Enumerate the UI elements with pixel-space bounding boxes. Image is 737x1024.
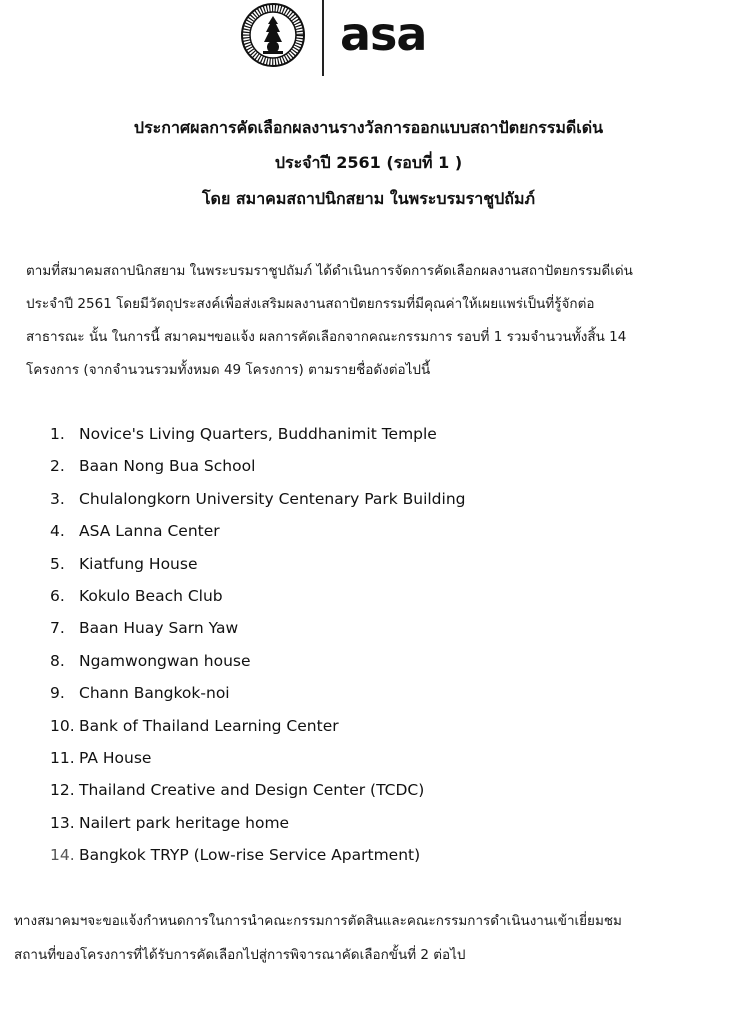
list-item-number: 7. — [50, 619, 65, 638]
list-item — [50, 554, 690, 586]
list-item — [50, 424, 690, 456]
header-divider — [322, 0, 324, 76]
asa-logo: asa — [340, 7, 427, 61]
list-item — [50, 716, 690, 748]
intro-line: ตามที่สมาคมสถาปนิกสยาม ในพระบรมราชูปถัมภ์ ได้ดำเนินการจัดการคัดเลือกผลงานสถาปัตยกรรมดีเด่น — [26, 263, 633, 279]
intro-line: ประจำปี 2561 โดยมีวัตถุประสงค์เพื่อส่งเสริมผลงานสถาปัตยกรรมที่มีคุณค่าให้เผยแพร่เป็นที่รู้จักต่อ — [26, 296, 595, 312]
list-item-name: Kiatfung House — [79, 554, 198, 573]
announcement-subtitle-year: ประจำปี 2561 (รอบที่ 1 ) — [274, 153, 463, 172]
closing-line: ทางสมาคมฯจะขอแจ้งกำหนดการในการนำคณะกรรมการตัดสินและคณะกรรมการดำเนินงานเข้าเยี่ยมชม — [14, 913, 622, 929]
letterhead — [0, 0, 737, 80]
list-item-number: 1. — [50, 425, 65, 443]
list-item-number: 9. — [50, 684, 65, 703]
list-item-number: 10. — [50, 716, 75, 735]
list-item-number: 5. — [50, 554, 65, 573]
list-item-name: Novice's Living Quarters, Buddhanimit Temple — [79, 425, 437, 443]
association-seal-logo — [240, 2, 306, 68]
list-item-name: Bangkok TRYP (Low-rise Service Apartment) — [79, 846, 421, 865]
list-item-name: Nailert park heritage home — [79, 813, 290, 832]
list-item — [50, 521, 690, 553]
list-item-number: 12. — [50, 781, 75, 800]
list-item-name: Bank of Thailand Learning Center — [79, 716, 339, 735]
list-item-number: 11. — [50, 748, 75, 767]
intro-line: สาธารณะ นั้น ในการนี้ สมาคมฯขอแจ้ง ผลการคัดเลือกจากคณะกรรมการ รอบที่ 1 รวมจำนวนทั้งสิ้น 14 — [26, 329, 627, 345]
list-item — [50, 780, 690, 812]
list-item — [50, 489, 690, 521]
list-item-name: ASA Lanna Center — [79, 522, 220, 541]
list-item-number: 8. — [50, 651, 65, 670]
list-item — [50, 586, 690, 618]
list-item — [50, 845, 690, 877]
selected-projects-list — [50, 424, 690, 877]
list-item — [50, 813, 690, 845]
list-item-name: Chulalongkorn University Centenary Park Building — [79, 489, 466, 508]
list-item-name: Baan Huay Sarn Yaw — [79, 619, 239, 638]
seal-emblem-icon — [240, 2, 306, 68]
list-item-name: Kokulo Beach Club — [79, 586, 223, 605]
list-item-number: 14. — [50, 846, 75, 865]
list-item — [50, 748, 690, 780]
list-item-name: Chann Bangkok-noi — [79, 684, 230, 703]
list-item-name: PA House — [79, 748, 152, 767]
list-item-name: Baan Nong Bua School — [79, 457, 256, 476]
list-item-number: 3. — [50, 489, 65, 508]
list-item-number: 2. — [50, 457, 65, 476]
list-item — [50, 683, 690, 715]
list-item — [50, 651, 690, 683]
list-item-number: 6. — [50, 586, 65, 605]
announcement-subtitle-organizer: โดย สมาคมสถาปนิกสยาม ในพระบรมราชูปถัมภ์ — [201, 189, 536, 208]
list-item-name: Ngamwongwan house — [79, 651, 251, 670]
list-item-number: 4. — [50, 522, 65, 541]
list-item — [50, 618, 690, 650]
intro-line: โครงการ (จากจำนวนรวมทั้งหมด 49 โครงการ) ตามรายชื่อดังต่อไปนี้ — [26, 362, 431, 378]
list-item-name: Thailand Creative and Design Center (TCDC) — [79, 781, 425, 800]
list-item — [50, 456, 690, 488]
announcement-title: ประกาศผลการคัดเลือกผลงานรางวัลการออกแบบสถาปัตยกรรมดีเด่น — [133, 118, 604, 137]
closing-line: สถานที่ของโครงการที่ได้รับการคัดเลือกไปสู่การพิจารณาคัดเลือกขั้นที่ 2 ต่อไป — [14, 947, 466, 963]
list-item-number: 13. — [50, 813, 75, 832]
